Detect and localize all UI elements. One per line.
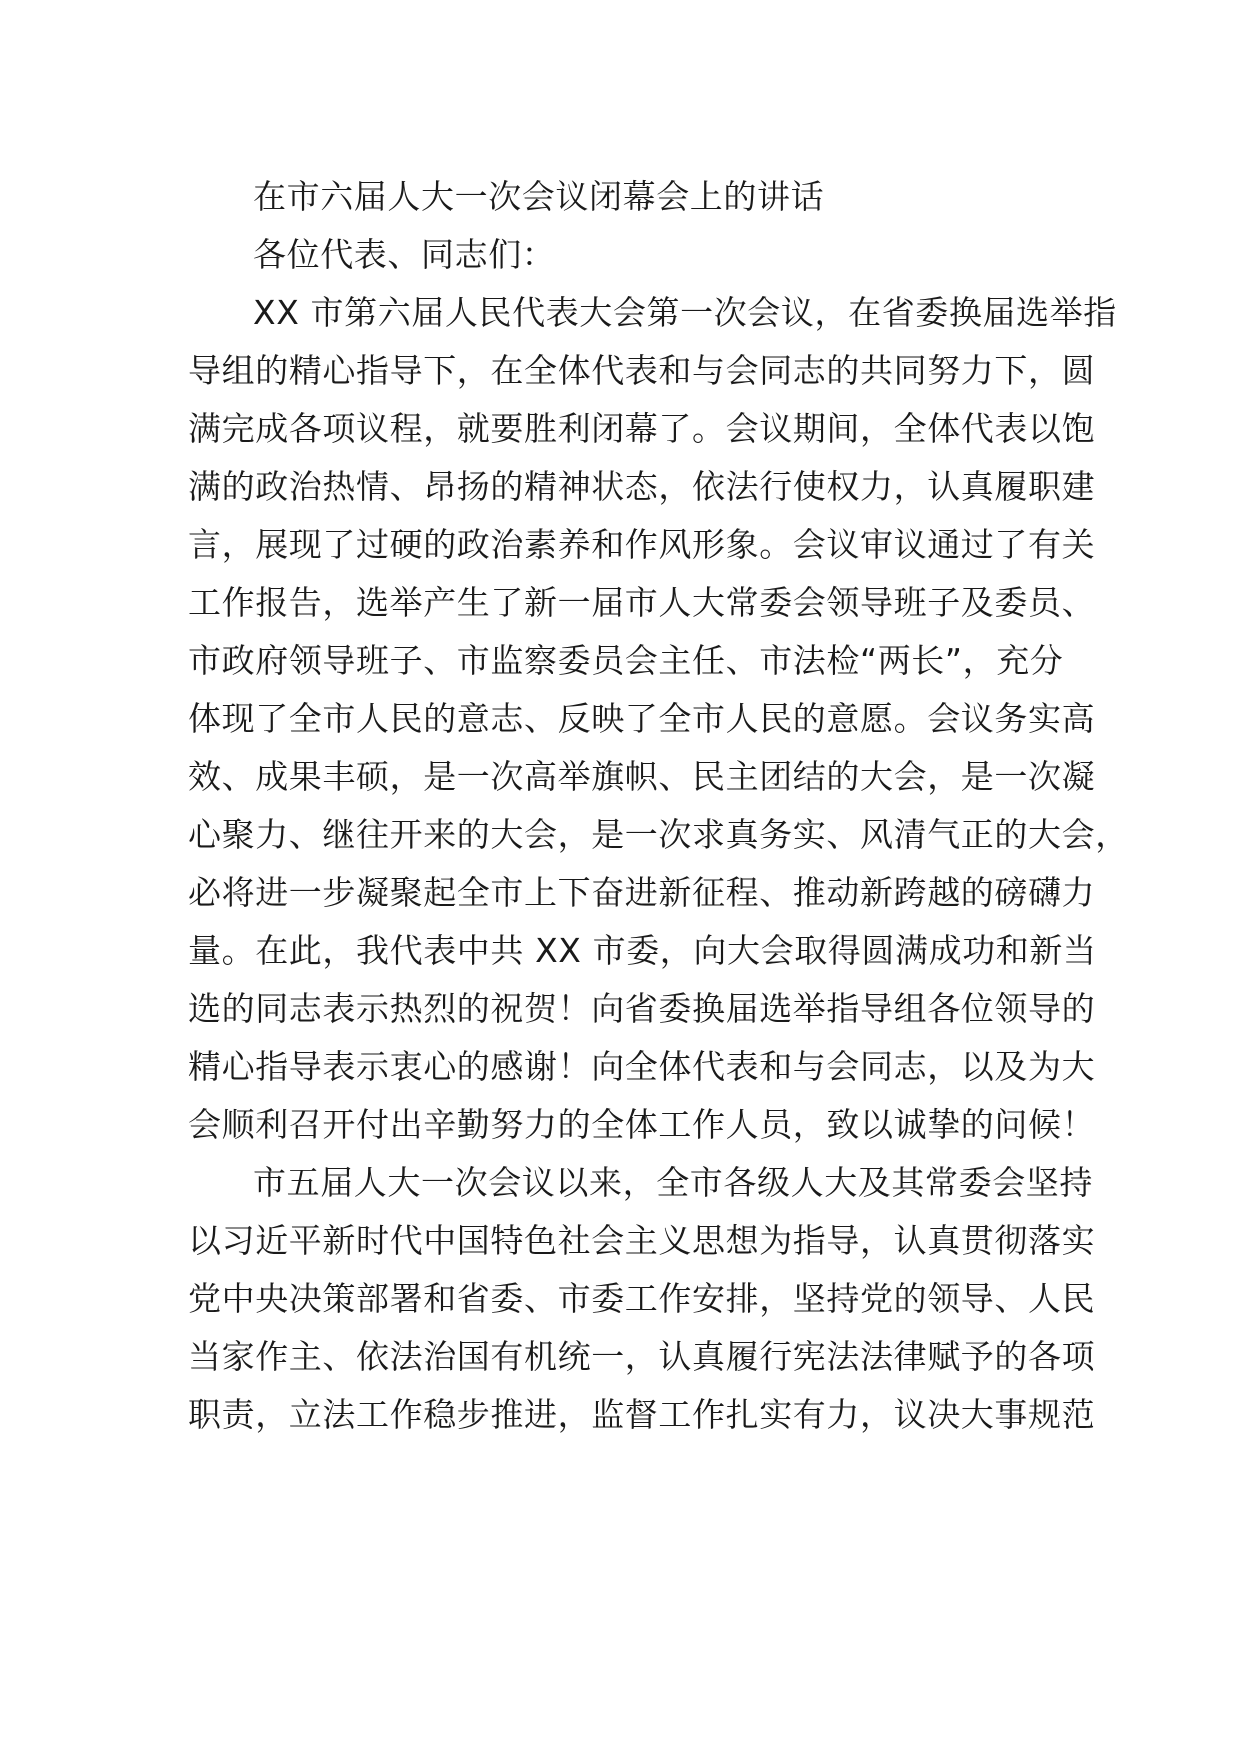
paragraph-2-line: 以习近平新时代中国特色社会主义思想为指导，认真贯彻落实	[188, 1221, 1096, 1260]
paragraph-1-line: 量。在此，我代表中共 XX 市委，向大会取得圆满成功和新当	[188, 931, 1097, 970]
paragraph-1-line: 满的政治热情、昂扬的精神状态，依法行使权力，认真履职建	[188, 467, 1096, 506]
salutation: 各位代表、同志们：	[253, 235, 556, 274]
paragraph-1-line: 市政府领导班子、市监察委员会主任、市法检“两长”，充分	[188, 641, 1064, 680]
paragraph-2-line: 职责，立法工作稳步推进，监督工作扎实有力，议决大事规范	[188, 1395, 1096, 1434]
paragraph-1-line: 心聚力、继往开来的大会，是一次求真务实、风清气正的大会，	[188, 815, 1129, 854]
paragraph-1-line: 言，展现了过硬的政治素养和作风形象。会议审议通过了有关	[188, 525, 1096, 564]
paragraph-2-line: 市五届人大一次会议以来，全市各级人大及其常委会坚持	[253, 1163, 1093, 1202]
paragraph-1-line: 选的同志表示热烈的祝贺！向省委换届选举指导组各位领导的	[188, 989, 1096, 1028]
paragraph-1-line: 工作报告，选举产生了新一届市人大常委会领导班子及委员、	[188, 583, 1096, 622]
paragraph-1-line: 满完成各项议程，就要胜利闭幕了。会议期间，全体代表以饱	[188, 409, 1096, 448]
paragraph-2-line: 当家作主、依法治国有机统一，认真履行宪法法律赋予的各项	[188, 1337, 1096, 1376]
document-title: 在市六届人大一次会议闭幕会上的讲话	[253, 177, 825, 216]
paragraph-1-line: 导组的精心指导下，在全体代表和与会同志的共同努力下，圆	[188, 351, 1096, 390]
paragraph-1-line: 体现了全市人民的意志、反映了全市人民的意愿。会议务实高	[188, 699, 1096, 738]
paragraph-2-line: 党中央决策部署和省委、市委工作安排，坚持党的领导、人民	[188, 1279, 1096, 1318]
paragraph-1-line: 精心指导表示衷心的感谢！向全体代表和与会同志，以及为大	[188, 1047, 1096, 1086]
paragraph-1-line: 必将进一步凝聚起全市上下奋进新征程、推动新跨越的磅礴力	[188, 873, 1096, 912]
paragraph-1-line: 效、成果丰硕，是一次高举旗帜、民主团结的大会，是一次凝	[188, 757, 1096, 796]
paragraph-1-line: XX 市第六届人民代表大会第一次会议，在省委换届选举指	[253, 293, 1117, 332]
paragraph-1-line: 会顺利召开付出辛勤努力的全体工作人员，致以诚挚的问候！	[188, 1105, 1096, 1144]
